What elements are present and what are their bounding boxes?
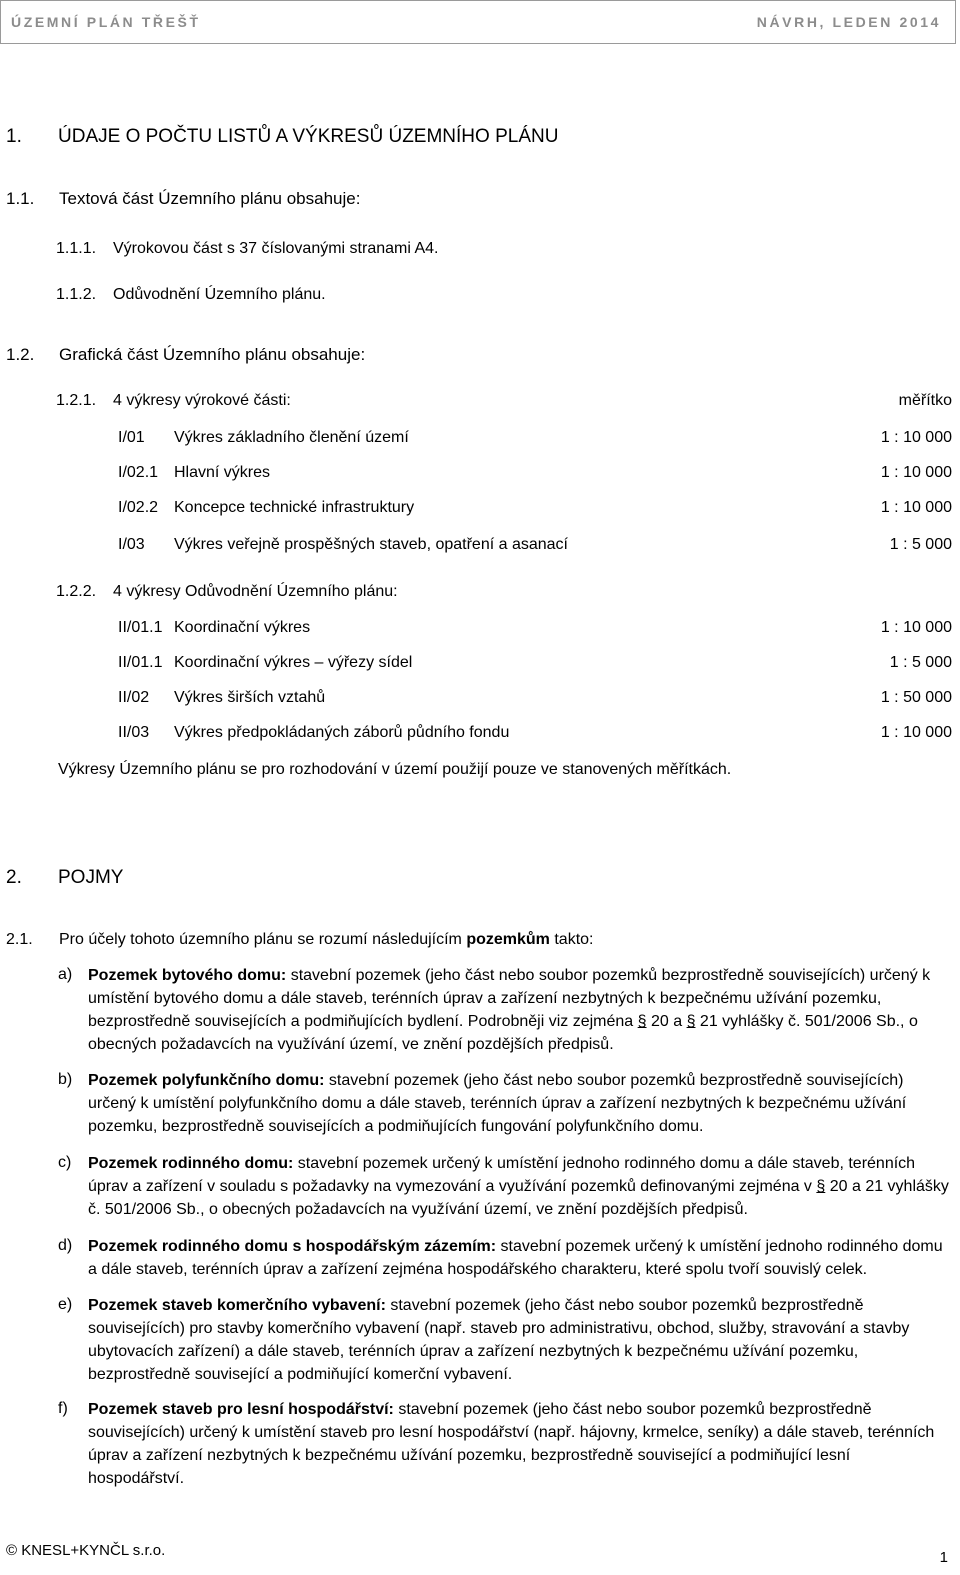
drawing-scale: 1 : 10 000 [880, 464, 952, 481]
item-1-1-2: 1.1.2. Odůvodnění Územního plánu. [56, 286, 326, 303]
drawing-scale: 1 : 10 000 [880, 724, 952, 741]
section-2-heading: 2. POJMY [6, 867, 124, 888]
drawing-row: II/01.1 Koordinační výkres – výřezy sídel [118, 654, 413, 671]
page-number: 1 [939, 1549, 948, 1566]
drawing-row: I/02.2 Koncepce technické infrastruktury [118, 499, 415, 516]
definition-item: Pozemek polyfunkčního domu: stavební pozemek (jeho část nebo soubor pozemků bezprostředně souvisejících) určený k umístění polyfunkčního domu a dále staveb, terénních úprav a zařízení nezbytných k bezpečnému užívání pozemku, bezprostředně souvisejících a podmiňujících fungování polyfunkčního domu. [88, 1072, 907, 1135]
definition-item: Pozemek staveb pro lesní hospodářství: stavební pozemek (jeho část nebo soubor pozemků bezprostředně souvisejících) určený k umístění staveb pro lesní hospodářství (např. hájovny, krmelce, seníky) a dále staveb, terénních úprav a zařízení nezbytných k bezpečnému užívání pozemku, bezprostředně související a podmiňující lesní hospodářství. [88, 1401, 935, 1487]
drawing-row: I/02.1 Hlavní výkres [118, 464, 271, 481]
drawing-row: II/01.1 Koordinační výkres [118, 619, 311, 636]
drawing-scale: 1 : 50 000 [880, 689, 952, 706]
definition-item: Pozemek staveb komerčního vybavení: stavební pozemek (jeho část nebo soubor pozemků bezprostředně souvisejících) pro stavby komerčního vybavení (např. staveb pro administrativu, obchod, služby, stravování a stavby ubytovacích zařízení) a dále staveb, terénních úprav a zařízení nezbytných k bezpečnému užívání pozemku, bezprostředně související a podmiňující komerční vybavení. [88, 1297, 910, 1383]
section-1-heading: 1. ÚDAJE O POČTU LISTŮ A VÝKRESŮ ÚZEMNÍHO PLÁNU [6, 126, 559, 147]
header-version: NÁVRH, LEDEN 2014 [756, 14, 941, 30]
section-1-1-heading: 1.1. Textová část Územního plánu obsahuje: [6, 189, 361, 208]
item-1-1-1: 1.1.1. Výrokovou část s 37 číslovanými stranami A4. [56, 240, 439, 257]
section-1-2-heading: 1.2. Grafická část Územního plánu obsahuje: [6, 345, 366, 364]
footer-copyright: © KNESL+KYNČL s.r.o. [6, 1542, 166, 1559]
drawing-row: I/03 Výkres veřejně prospěšných staveb, opatření a asanací [118, 536, 568, 553]
item-label: d) [58, 1237, 73, 1254]
scale-note: Výkresy Územního plánu se pro rozhodování v území použijí pouze ve stanovených měřítkách. [58, 761, 732, 778]
drawing-scale: 1 : 5 000 [889, 654, 952, 671]
item-label: c) [58, 1154, 72, 1171]
drawing-row: II/02 Výkres širších vztahů [118, 689, 326, 706]
definition-item: Pozemek rodinného domu s hospodářským zázemím: stavební pozemek určený k umístění jednoho rodinného domu a dále staveb, terénních úprav a zařízení zejména hospodářského charakteru, které spolu tvoří souvislý celek. [88, 1238, 943, 1278]
drawing-scale: 1 : 5 000 [889, 536, 952, 553]
item-label: f) [58, 1400, 68, 1417]
drawing-row: II/03 Výkres předpokládaných záborů půdního fondu [118, 724, 510, 741]
definition-item: Pozemek bytového domu: stavební pozemek (jeho část nebo soubor pozemků bezprostředně souvisejících) určený k umístění bytového domu a dále staveb, terénních úprav a zařízení nezbytných k bezpečnému užívání pozemku, bezprostředně souvisejících a podmiňujících bydlení. Podrobněji viz zejména § 20 a § 21 vyhlášky č. 501/2006 Sb., o obecných požadavcích na využívání území, ve znění pozdějších předpisů. [88, 967, 931, 1053]
header-title: ÚZEMNÍ PLÁN TŘEŠŤ [11, 14, 201, 30]
section-2-1: 2.1. Pro účely tohoto územního plánu se rozumí následujícím pozemkům takto: [6, 931, 594, 948]
drawing-row: I/01 Výkres základního členění území [118, 429, 409, 446]
drawing-scale: 1 : 10 000 [880, 429, 952, 446]
definition-item: Pozemek rodinného domu: stavební pozemek určený k umístění jednoho rodinného domu a dále staveb, terénních úprav a zařízení v souladu s požadavky na vymezování a využívání pozemků definovanými zejména v § 20 a 21 vyhlášky č. 501/2006 Sb., o obecných požadavcích na využívání území, ve znění pozdějších předpisů. [88, 1155, 949, 1218]
scale-column-header: měřítko [898, 392, 952, 409]
item-1-2-1: 1.2.1. 4 výkresy výrokové části: [56, 392, 291, 409]
item-label: a) [58, 966, 73, 983]
drawing-scale: 1 : 10 000 [880, 619, 952, 636]
item-label: e) [58, 1296, 73, 1313]
item-1-2-2: 1.2.2. 4 výkresy Odůvodnění Územního plánu: [56, 583, 398, 600]
drawing-scale: 1 : 10 000 [880, 499, 952, 516]
item-label: b) [58, 1071, 73, 1088]
page-header [0, 0, 956, 44]
